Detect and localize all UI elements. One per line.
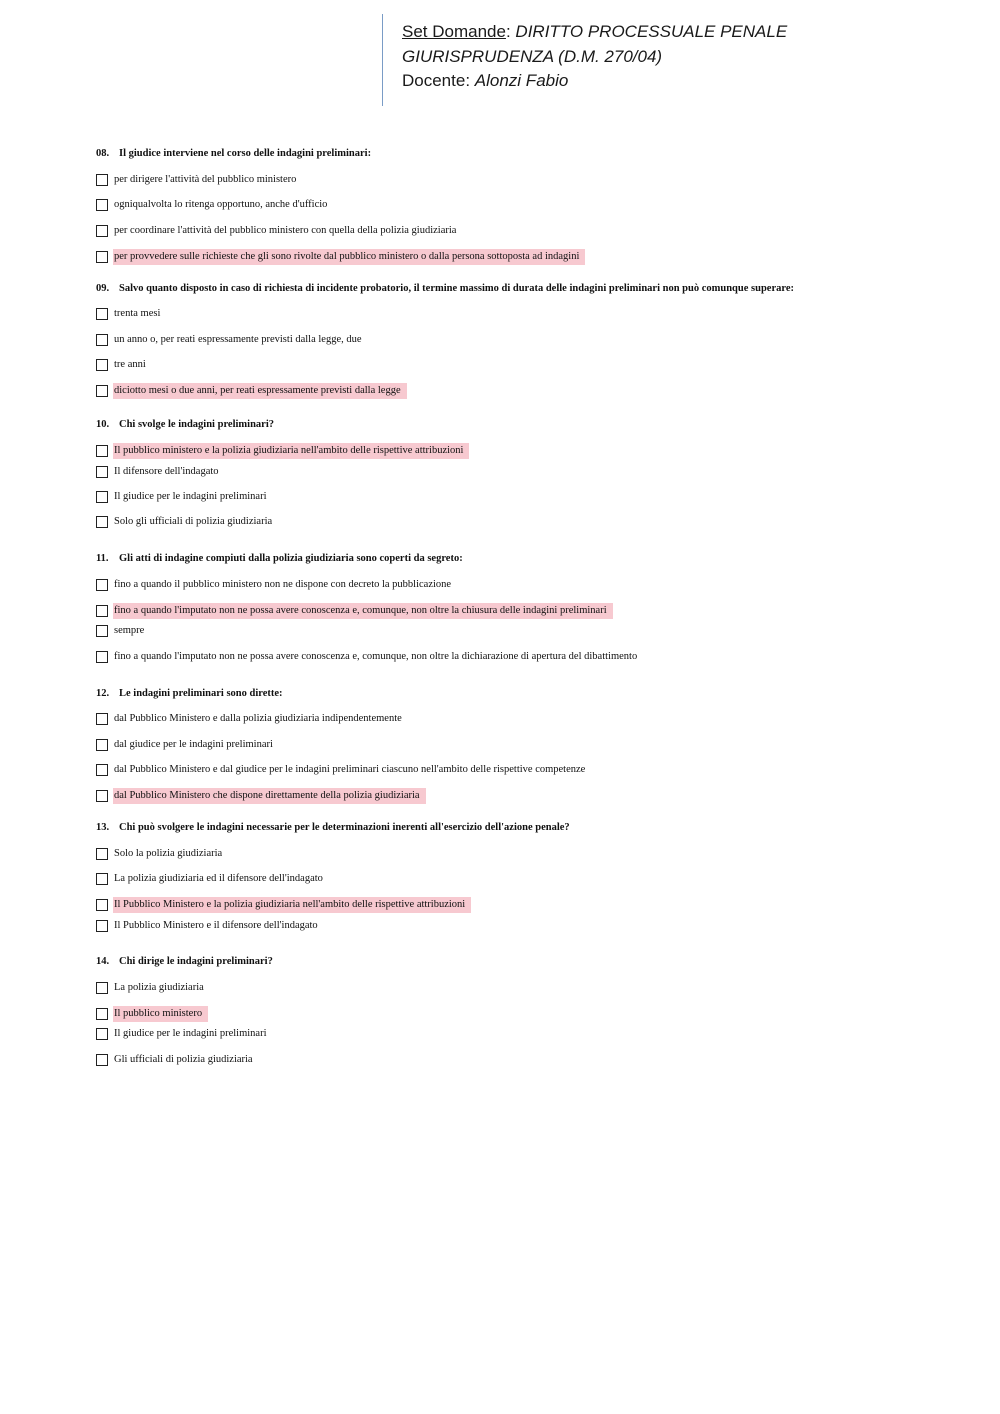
q13-option-b[interactable] bbox=[96, 871, 329, 887]
checkbox[interactable] bbox=[96, 899, 108, 911]
question-number: 08. bbox=[96, 148, 110, 159]
q14-option-d[interactable] bbox=[96, 1052, 259, 1068]
option-text: per provvedere sulle richieste che gli sono rivolte dal pubblico ministero o dalla persona sottoposta ad indagini bbox=[113, 249, 585, 265]
option-text: Il difensore dell'indagato bbox=[114, 466, 219, 477]
q09-option-d-correct[interactable] bbox=[96, 383, 407, 399]
option-text: dal Pubblico Ministero che dispone direttamente della polizia giudiziaria bbox=[113, 788, 426, 804]
option-text: per dirigere l'attività del pubblico ministero bbox=[114, 174, 297, 185]
option-text: Solo la polizia giudiziaria bbox=[114, 848, 223, 859]
checkbox[interactable] bbox=[96, 579, 108, 591]
q13-option-c-correct[interactable] bbox=[96, 897, 471, 913]
option-text: ogniqualvolta lo ritenga opportuno, anche d'ufficio bbox=[114, 199, 328, 210]
docente-label: Docente: bbox=[402, 71, 471, 90]
option-text: diciotto mesi o due anni, per reati espressamente previsti dalla legge bbox=[113, 383, 407, 399]
q08-option-b[interactable] bbox=[96, 197, 333, 213]
q08-option-a[interactable] bbox=[96, 172, 302, 188]
checkbox[interactable] bbox=[96, 873, 108, 885]
checkbox[interactable] bbox=[96, 605, 108, 617]
document-header bbox=[382, 14, 942, 106]
subject-line-1: DIRITTO PROCESSUALE PENALE bbox=[515, 22, 788, 41]
option-text: Il pubblico ministero e la polizia giudiziaria nell'ambito delle rispettive attribuzioni bbox=[113, 443, 469, 459]
question-text: Chi può svolgere le indagini necessarie per le determinazioni inerenti all'esercizio dell'azione penale? bbox=[119, 822, 570, 833]
checkbox[interactable] bbox=[96, 199, 108, 211]
question-11-title bbox=[96, 553, 956, 564]
checkbox[interactable] bbox=[96, 625, 108, 637]
question-14-title bbox=[96, 956, 956, 967]
question-09-title bbox=[96, 283, 956, 294]
q10-option-b[interactable] bbox=[96, 464, 225, 480]
checkbox[interactable] bbox=[96, 713, 108, 725]
checkbox[interactable] bbox=[96, 334, 108, 346]
checkbox[interactable] bbox=[96, 225, 108, 237]
set-label: Set Domande bbox=[402, 22, 506, 41]
option-text: fino a quando l'imputato non ne possa avere conoscenza e, comunque, non oltre la dichiarazione di apertura del dibattimento bbox=[114, 651, 638, 662]
header-line-3 bbox=[402, 69, 942, 94]
checkbox[interactable] bbox=[96, 445, 108, 457]
q09-option-b[interactable] bbox=[96, 332, 368, 348]
q08-option-d-correct[interactable] bbox=[96, 249, 585, 265]
header-line-2 bbox=[402, 45, 942, 70]
checkbox[interactable] bbox=[96, 1008, 108, 1020]
option-text: un anno o, per reati espressamente previsti dalla legge, due bbox=[114, 334, 362, 345]
question-text: Salvo quanto disposto in caso di richiesta di incidente probatorio, il termine massimo di durata delle indagini preliminari non può comunque superare: bbox=[119, 283, 794, 294]
question-number: 11. bbox=[96, 553, 109, 564]
option-text: Il giudice per le indagini preliminari bbox=[114, 491, 267, 502]
set-colon: : bbox=[505, 22, 511, 41]
question-08-title bbox=[96, 148, 956, 159]
question-13-title bbox=[96, 822, 956, 833]
question-number: 12. bbox=[96, 688, 110, 699]
option-text: Il giudice per le indagini preliminari bbox=[114, 1028, 267, 1039]
checkbox[interactable] bbox=[96, 491, 108, 503]
checkbox[interactable] bbox=[96, 920, 108, 932]
checkbox[interactable] bbox=[96, 359, 108, 371]
q12-option-d-correct[interactable] bbox=[96, 788, 426, 804]
option-text: La polizia giudiziaria ed il difensore dell'indagato bbox=[114, 873, 323, 884]
option-text: dal Pubblico Ministero e dalla polizia giudiziaria indipendentemente bbox=[114, 713, 402, 724]
option-text: per coordinare l'attività del pubblico ministero con quella della polizia giudiziaria bbox=[114, 225, 457, 236]
option-text: sempre bbox=[114, 625, 145, 636]
question-number: 10. bbox=[96, 419, 110, 430]
checkbox[interactable] bbox=[96, 308, 108, 320]
question-text: Chi dirige le indagini preliminari? bbox=[119, 956, 273, 967]
question-12-title bbox=[96, 688, 956, 699]
subject-line-2: GIURISPRUDENZA (D.M. 270/04) bbox=[402, 46, 663, 66]
question-number: 13. bbox=[96, 822, 110, 833]
checkbox[interactable] bbox=[96, 848, 108, 860]
q14-option-c[interactable] bbox=[96, 1026, 273, 1042]
option-text: Gli ufficiali di polizia giudiziaria bbox=[114, 1054, 253, 1065]
option-text: tre anni bbox=[114, 359, 146, 370]
option-text: Il Pubblico Ministero e il difensore dell'indagato bbox=[114, 920, 318, 931]
option-text: Solo gli ufficiali di polizia giudiziaria bbox=[114, 516, 273, 527]
q13-option-d[interactable] bbox=[96, 918, 324, 934]
q09-option-c[interactable] bbox=[96, 357, 152, 373]
q13-option-a[interactable] bbox=[96, 846, 228, 862]
question-number: 14. bbox=[96, 956, 110, 967]
checkbox[interactable] bbox=[96, 982, 108, 994]
q11-option-a[interactable] bbox=[96, 577, 457, 593]
q14-option-a[interactable] bbox=[96, 980, 210, 996]
option-text: La polizia giudiziaria bbox=[114, 982, 204, 993]
header-line-1 bbox=[402, 20, 942, 45]
q14-option-b-correct[interactable] bbox=[96, 1006, 208, 1022]
checkbox[interactable] bbox=[96, 790, 108, 802]
q11-option-d[interactable] bbox=[96, 649, 643, 665]
checkbox[interactable] bbox=[96, 385, 108, 397]
question-text: Chi svolge le indagini preliminari? bbox=[119, 419, 274, 430]
docente-name: Alonzi Fabio bbox=[474, 71, 569, 90]
q10-option-d[interactable] bbox=[96, 514, 278, 530]
option-text: Il pubblico ministero bbox=[113, 1006, 208, 1022]
q12-option-a[interactable] bbox=[96, 711, 408, 727]
checkbox[interactable] bbox=[96, 516, 108, 528]
option-text: fino a quando l'imputato non ne possa avere conoscenza e, comunque, non oltre la chiusura delle indagini preliminari bbox=[113, 603, 613, 619]
question-text: Le indagini preliminari sono dirette: bbox=[119, 688, 283, 699]
checkbox[interactable] bbox=[96, 739, 108, 751]
question-text: Il giudice interviene nel corso delle indagini preliminari: bbox=[119, 148, 372, 159]
checkbox[interactable] bbox=[96, 1028, 108, 1040]
q12-option-b[interactable] bbox=[96, 737, 279, 753]
option-text: dal giudice per le indagini preliminari bbox=[114, 739, 273, 750]
checkbox[interactable] bbox=[96, 764, 108, 776]
question-text: Gli atti di indagine compiuti dalla polizia giudiziaria sono coperti da segreto: bbox=[119, 553, 463, 564]
checkbox[interactable] bbox=[96, 466, 108, 478]
checkbox[interactable] bbox=[96, 1054, 108, 1066]
option-text: trenta mesi bbox=[114, 308, 161, 319]
checkbox[interactable] bbox=[96, 651, 108, 663]
option-text: dal Pubblico Ministero e dal giudice per le indagini preliminari ciascuno nell'ambito delle rispettive competenze bbox=[114, 764, 586, 775]
question-number: 09. bbox=[96, 283, 110, 294]
option-text: Il Pubblico Ministero e la polizia giudiziaria nell'ambito delle rispettive attribuzioni bbox=[113, 897, 471, 913]
q11-option-b-correct[interactable] bbox=[96, 603, 613, 619]
q10-option-a-correct[interactable] bbox=[96, 443, 469, 459]
option-text: fino a quando il pubblico ministero non ne dispone con decreto la pubblicazione bbox=[114, 579, 452, 590]
checkbox[interactable] bbox=[96, 174, 108, 186]
question-10-title bbox=[96, 419, 956, 430]
q10-option-c[interactable] bbox=[96, 489, 273, 505]
q12-option-c[interactable] bbox=[96, 762, 591, 778]
q09-option-a[interactable] bbox=[96, 306, 166, 322]
q08-option-c[interactable] bbox=[96, 223, 462, 239]
checkbox[interactable] bbox=[96, 251, 108, 263]
q11-option-c[interactable] bbox=[96, 623, 150, 639]
